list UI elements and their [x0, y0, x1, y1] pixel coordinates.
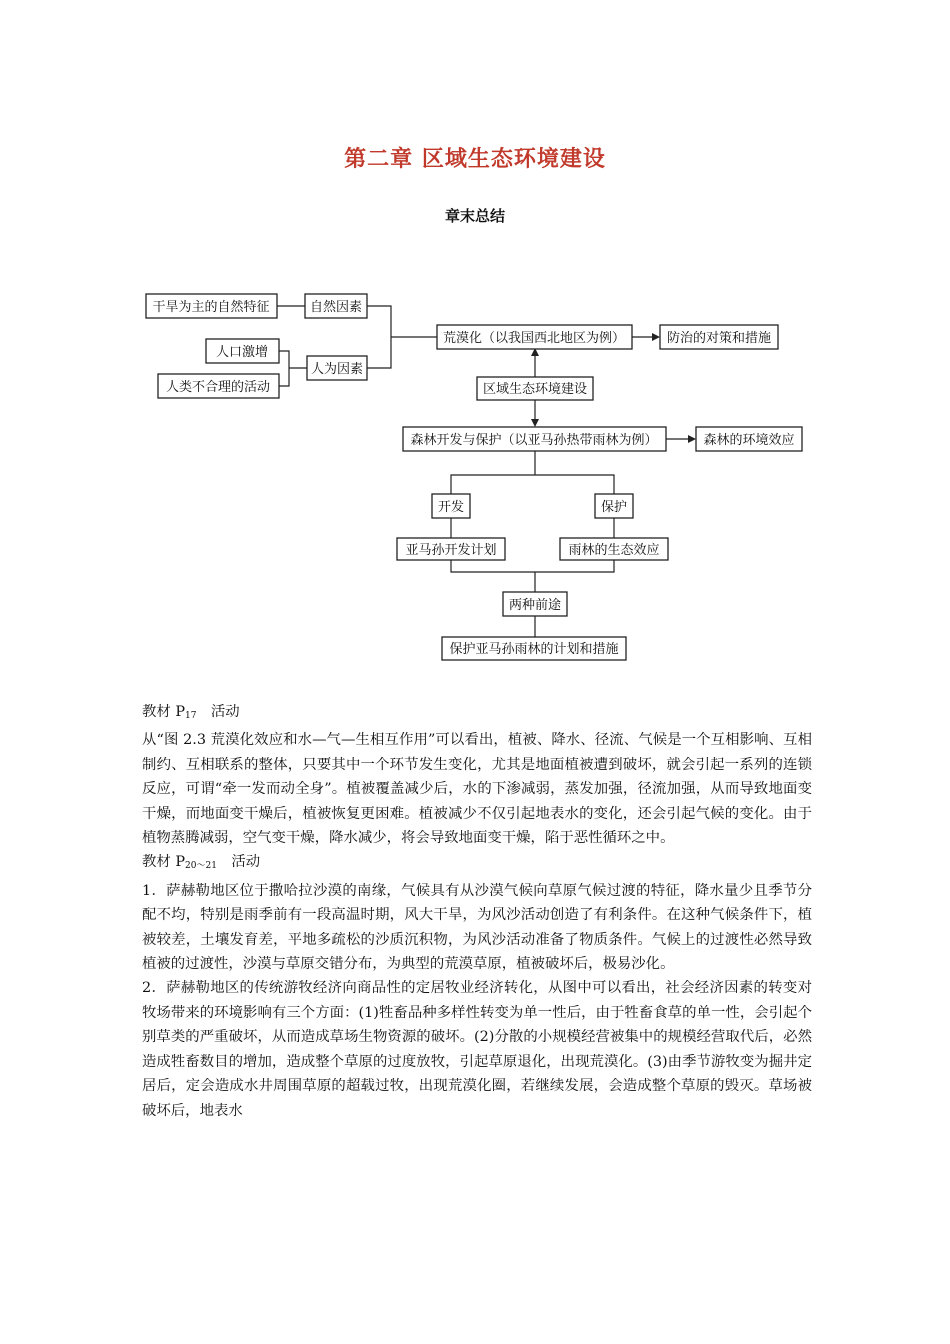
connector — [279, 351, 289, 386]
connector — [367, 306, 391, 368]
node-label: 亚马孙开发计划 — [405, 543, 497, 558]
textbook-reference-2: 教材 $P_{20\sim 21}$ 活动 — [142, 854, 261, 872]
node-label: 干旱为主的自然特征 — [152, 300, 270, 315]
node-unreasonable — [158, 374, 279, 398]
page-title: 第二章 区域生态环境建设 — [344, 146, 606, 172]
node-label: 自然因素 — [309, 300, 363, 315]
node-label: 森林开发与保护（以亚马孙热带雨林为例） — [410, 433, 658, 448]
node-population — [206, 339, 279, 363]
node-label: 开发 — [437, 500, 465, 515]
node-human — [307, 356, 367, 380]
node-prevention — [660, 325, 778, 349]
textbook-reference-1: 教材 $P_{17}$ 活动 — [142, 704, 240, 721]
node-label: 保护 — [600, 500, 628, 515]
node-label: 区域生态环境建设 — [482, 382, 588, 397]
arrowhead — [652, 333, 660, 341]
node-label: 保护亚马孙雨林的计划和措施 — [449, 642, 619, 657]
node-two-paths — [503, 592, 567, 616]
node-drought — [146, 294, 277, 318]
node-forest — [403, 427, 666, 451]
body-text — [142, 700, 812, 1123]
connector — [451, 560, 614, 572]
node-label: 两种前途 — [508, 598, 562, 613]
node-forest-effect — [696, 427, 802, 451]
node-label: 人类不合理的活动 — [165, 380, 271, 395]
node-natural — [305, 294, 367, 318]
node-label: 荒漠化（以我国西北地区为例） — [442, 331, 626, 346]
node-protect — [595, 494, 633, 518]
arrowhead — [688, 435, 696, 443]
node-rainforest-effect — [560, 538, 668, 560]
page-subtitle: 章末总结 — [444, 207, 505, 225]
node-label: 人为因素 — [310, 362, 364, 377]
answer-item-1: 1．萨赫勒地区位于撒哈拉沙漠的南缘，气候具有从沙漠气候向草原气候过渡的特征，降水量少且季节分配不均，特别是雨季前有一段高温时期，风大干旱，为风沙活动创造了有利条件。在这种气候条件下，植被较差，土壤发育差，平地多疏松的沙质沉积物，为风沙活动准备了物质条件。气候上的过渡性必然导致植被的过渡性，沙漠与草原交错分布，为典型的荒漠草原，植被破坏后，极易沙化。 — [142, 882, 812, 973]
node-label: 防治的对策和措施 — [666, 331, 772, 346]
connector — [451, 475, 614, 494]
paragraph-1: 从“图 2.3 荒漠化效应和水—气—生相互作用”可以看出，植被、降水、径流、气候是一个互相影响、互相制约、互相联系的整体，只要其中一个环节发生变化，尤其是地面植被遭到破坏，就会引起一系列的连锁反应，可谓“牵一发而动全身”。植被覆盖减少后，水的下渗减弱，蒸发加强，径流加强，从而导致地面变干燥，而地面变干燥后，植被恢复更困难。植被减少不仅引起地表水的变化，还会引起气候的变化。由于植物蒸腾减弱，空气变干燥，降水减少，将会导致地面变干燥，陷于恶性循环之中。 — [142, 732, 812, 847]
node-develop — [432, 494, 470, 518]
node-label: 森林的环境效应 — [703, 433, 795, 448]
arrowhead — [531, 419, 539, 427]
answer-item-2: 2．萨赫勒地区的传统游牧经济向商品性的定居牧业经济转化，从图中可以看出，社会经济因素的转变对牧场带来的环境影响有三个方面：(1)牲畜品种多样性转变为单一性后，由于牲畜食草的单一性，会引起个别草类的严重破坏，从而造成草场生物资源的破坏。(2)分散的小规模经营被集中的规模经营取代后，必然造成牲畜数目的增加，造成整个草原的过度放牧，引起草原退化，出现荒漠化。(3)由季节游牧变为掘井定居后，定会造成水井周围草原的超载过牧，出现荒漠化圈，若继续发展，会造成整个草原的毁灭。草场被破坏后，地表水 — [142, 980, 812, 1119]
node-desertification — [437, 325, 632, 349]
node-protect-plan — [442, 637, 626, 660]
node-amazon-plan — [397, 538, 505, 560]
node-label: 雨林的生态效应 — [568, 543, 660, 558]
node-label: 人口激增 — [215, 345, 269, 360]
node-regional — [477, 377, 593, 400]
